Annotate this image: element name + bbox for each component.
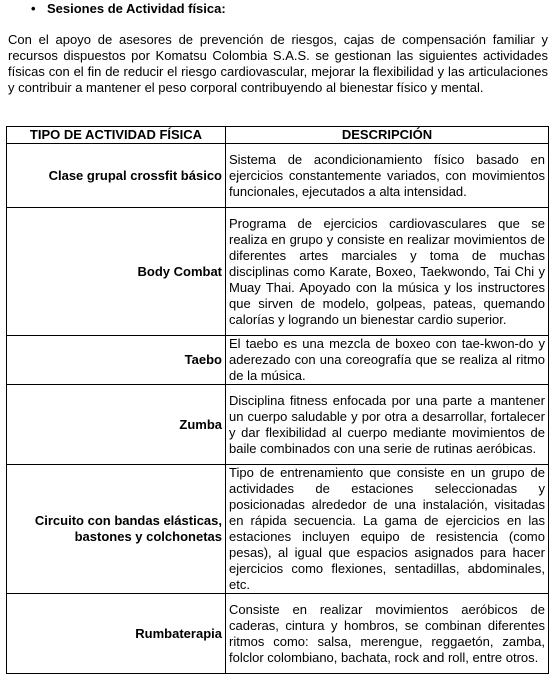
table-row: [7, 208, 549, 336]
activity-description: Programa de ejercicios cardiovasculares que se realiza en grupo y consiste en realizar movimientos de diferentes artes marciales y toma de muchas disciplinas como Karate, Boxeo, Taekwondo, Tai Chi y Muay Thai. Apoyado con la música y los instructores que sirven de modelo, golpeas, pateas, quemando calorías y logrando un bienestar cardio superior.: [226, 208, 549, 336]
activity-description: Consiste en realizar movimientos aeróbicos de caderas, cintura y hombros, se combinan diferentes ritmos como: salsa, merengue, reggaetón, zamba, folclor colombiano, bachata, rock and roll, entre otros.: [226, 594, 549, 674]
activity-type: Body Combat: [7, 208, 226, 336]
bullet-icon: •: [31, 1, 36, 16]
activity-description: Sistema de acondicionamiento físico basado en ejercicios constantemente variados, con movimientos funcionales, ejecutados a alta intensidad.: [226, 144, 549, 208]
activities-table: [6, 126, 549, 674]
intro-paragraph: Con el apoyo de asesores de prevención de riesgos, cajas de compensación familiar y recursos dispuestos por Komatsu Colombia S.A.S. se gestionan las siguientes actividades físicas con el fin de reducir el riesgo cardiovascular, mejorar la flexibilidad y las articulaciones y contribuir a mantener el peso corporal contribuyendo al bienestar físico y mental.: [8, 32, 548, 95]
activity-description: El taebo es una mezcla de boxeo con tae-kwon-do y aderezado con una coreografía que se realiza al ritmo de la música.: [226, 336, 549, 385]
activity-type: Zumba: [7, 385, 226, 465]
activity-type: Taebo: [7, 336, 226, 385]
section-title: Sesiones de Actividad física:: [47, 1, 226, 16]
activity-description: Tipo de entrenamiento que consiste en un grupo de actividades de estaciones seleccionadas y posicionadas alrededor de una instalación, visitadas en rápida secuencia. La gama de ejercicios en las estaciones incluyen equipo de resistencia (como pesas), al igual que espacios asignados para hacer ejercicios como flexiones, sentadillas, abdominales, etc.: [226, 465, 549, 594]
table-header-row: [7, 127, 549, 144]
activity-type: Rumbaterapia: [7, 594, 226, 674]
column-header-description: DESCRIPCIÓN: [226, 127, 549, 144]
table-row: [7, 144, 549, 208]
activity-type: Circuito con bandas elásticas, bastones y colchonetas: [7, 465, 226, 594]
column-header-type: TIPO DE ACTIVIDAD FÍSICA: [7, 127, 226, 144]
table-row: [7, 594, 549, 674]
table-row: [7, 465, 549, 594]
table-row: [7, 385, 549, 465]
table-row: [7, 336, 549, 385]
activity-description: Disciplina fitness enfocada por una parte a mantener un cuerpo saludable y por otra a desarrollar, fortalecer y dar flexibilidad al cuerpo mediante movimientos de baile combinados con una serie de rutinas aeróbicas.: [226, 385, 549, 465]
activity-type: Clase grupal crossfit básico: [7, 144, 226, 208]
section-heading: [31, 1, 226, 17]
